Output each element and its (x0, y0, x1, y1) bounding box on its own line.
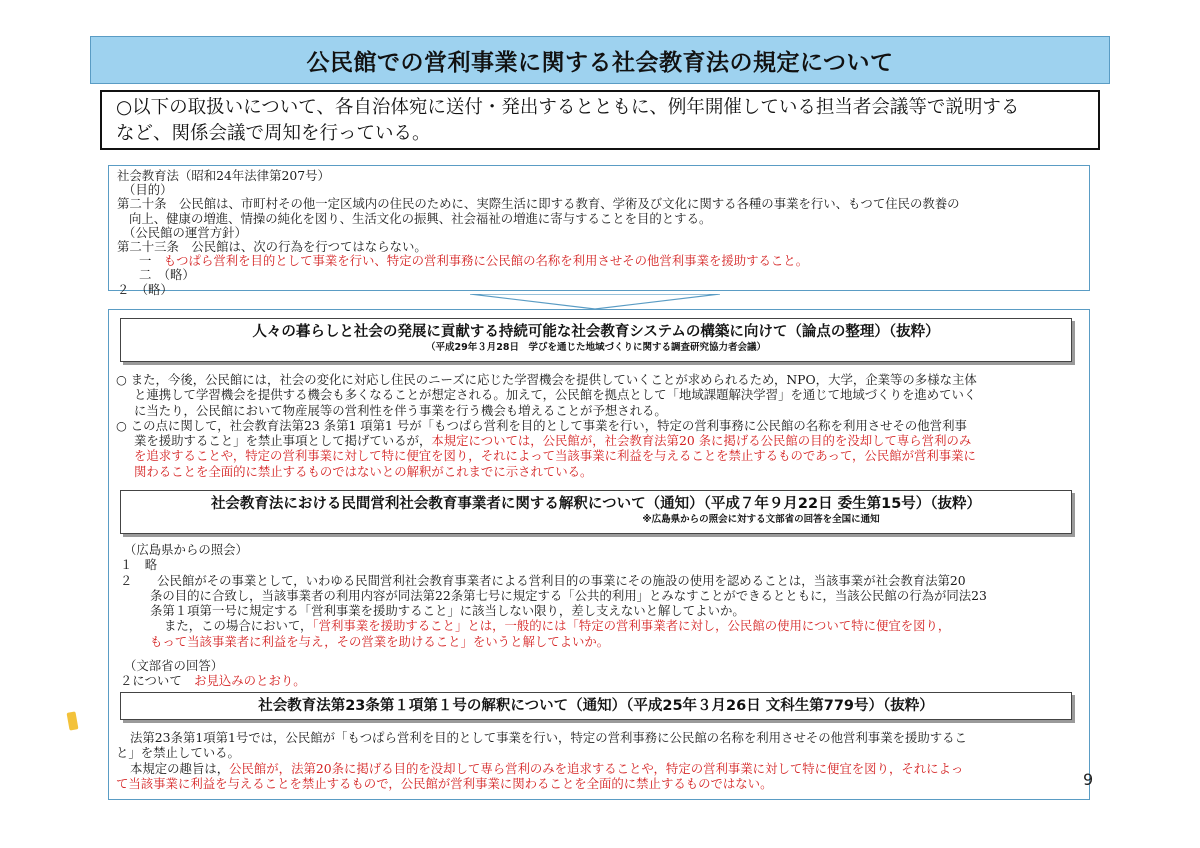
section-1-p2-line-2 (116, 433, 977, 448)
inquiry-item-2-line-5: もって当該事業者に利益を与え，その営業を助けること」をいうと解してよいか。 (150, 633, 610, 649)
section-3-title: 社会教育法第23条第１項第１号の解釈について（通知）（平成25年３月26日 文科生第779号）（抜粋） (258, 698, 934, 714)
answer-label: （文部省の回答） (124, 658, 224, 673)
section-1-title: 人々の暮らしと社会の発展に貢献する持続可能な社会教育システムの構築に向けて（論点の整理）（抜粋） (252, 324, 940, 340)
section-2-title: 社会教育法における民間営利社会教育事業者に関する解釈について（通知）（平成７年９月22日 委生第15号）（抜粋） (210, 496, 982, 512)
section-1-p2-line-2-plain: 業を援助すること」を禁止事項として掲げているが， (134, 433, 432, 449)
summary-line-1: ○以下の取扱いについて、各自治体宛に送付・発出するとともに、例年開催している担当者会議等で説明する (116, 97, 1020, 118)
summary-box (100, 90, 1100, 150)
inquiry-item-2-line-2: 条の目的に合致し，当該事業者の利用内容が同法第22条第七号に規定する「公共的利用」とみなすことができるとともに，当該公民館の行為が同法23 (150, 587, 987, 603)
section-1-body (116, 372, 977, 479)
highlighter-mark (67, 711, 79, 730)
section-2-subtitle: ※広島県からの照会に対する文部省の回答を全国に通知 (642, 514, 880, 525)
section-1-subtitle: （平成29年３月28日 学びを通じた地域づくりに関する調査研究協力者会議） (426, 342, 766, 353)
law-excerpt-box (108, 165, 1090, 297)
inquiry-line-4-plain: また，この場合において， (164, 618, 313, 634)
section-1-header (120, 318, 1072, 362)
answer-prefix: ２について (120, 673, 182, 689)
section-1-p2-line-3: を追求することや，特定の営利事業に対して特に便宜を図り，それによって当該事業に利益を与えることを禁止するものであって，公民館が営利事業に (134, 448, 976, 464)
item-1-text: もつぱら営利を目的として事業を行い、特定の営利事務に公民館の名称を利用させその他営利事業を援助すること。 (163, 253, 809, 269)
section-1-p2-line-2-highlight: 本規定については，公民館が，社会教育法第20 条に掲げる公民館の目的を没却して専ら営利のみ (431, 433, 972, 449)
section-3-line-4: て当該事業に利益を与えることを禁止するもので，公民館が営利事業に関わることを全面的に禁止するものではない。 (116, 775, 773, 791)
page-number: 9 (1083, 770, 1094, 789)
inquiry-item-1: １ 略 (120, 557, 158, 573)
section-3-line-2: と」を禁止している。 (116, 745, 240, 761)
section-2-header (120, 490, 1072, 534)
section-1-p1-line-2: と連携して学習機会を提供する機会も多くなることが想定される。加えて，公民館を拠点として「地域課題解決学習」を通じて地域づくりを進めていく (134, 387, 977, 403)
inquiry-item-2-line-4 (120, 618, 987, 633)
down-arrow-icon (470, 294, 720, 310)
answer-text: お見込みのとおり。 (194, 673, 306, 689)
article-20-line-2: 向上、健康の増進、情操の純化を図り、生活文化の振興、社会福祉の増進に寄与することを目的とする。 (129, 210, 712, 226)
title-banner (90, 36, 1110, 84)
article-23-item-2: 二 （略） (139, 267, 195, 283)
policy-label: （公民館の運営方針） (123, 224, 247, 240)
section-2-body (120, 542, 987, 649)
section-3-line-3-plain: 本規定の趣旨は， (130, 760, 230, 776)
article-23: 第二十三条 公民館は、次の行為を行つてはならない。 (117, 239, 427, 255)
purpose-label: （目的） (123, 182, 173, 198)
answer-block (120, 658, 306, 689)
section-1-p2-line-1: ○ この点に関して，社会教育法第23 条第1 項第1 号が「もつぱら営利を目的として事業を行い，特定の営利事務に公民館の名称を利用させその他営利事 (116, 417, 967, 433)
article-23-item-1 (117, 254, 1081, 268)
section-3-line-1: 法第23条第1項第1号では，公民館が「もつぱら営利を目的として事業を行い，特定の営利事務に公民館の名称を利用させその他営利事業を援助するこ (130, 730, 967, 745)
section-1-p1-line-3: に当たり，公民館において物産展等の営利性を伴う事業を行う機会も増えることが予想される。 (134, 402, 667, 418)
section-3-line-3-highlight: 公民館が，法第20条に掲げる目的を没却して専ら営利のみを追求することや，特定の営利事業に対して特に便宜を図り，それによっ (229, 760, 964, 776)
page-title: 公民館での営利事業に関する社会教育法の規定について (306, 49, 894, 76)
summary-line-2: など、関係会議で周知を行っている。 (116, 123, 431, 144)
section-3-header (120, 692, 1072, 720)
inquiry-label: （広島県からの照会） (124, 542, 248, 557)
article-20-line-1: 第二十条 公民館は、市町村その他一定区域内の住民のために、実際生活に即する教育、学術及び文化に関する各種の事業を行い、もつて住民の教養の (117, 196, 960, 212)
law-heading: 社会教育法（昭和24年法律第207号） (117, 168, 330, 183)
section-3-body (116, 730, 967, 791)
answer-line (120, 673, 306, 688)
section-1-p2-line-4: 関わることを全面的に禁止するものではないとの解釈がこれまでに示されている。 (134, 463, 593, 479)
item-1-number: 一 (139, 253, 152, 269)
section-3-line-3 (116, 761, 967, 776)
section-1-p1-line-1: ○ また，今後，公民館には，社会の変化に対応し住民のニーズに応じた学習機会を提供していくことが求められるため，NPO，大学，企業等の多様な主体 (116, 372, 977, 387)
inquiry-item-2-line-3: 条第１項第一号に規定する「営利事業を援助すること」に該当しない限り，差し支えないと解してよいか。 (150, 603, 745, 619)
inquiry-item-2-line-1: ２ 公民館がその事業として，いわゆる民間営利社会教育事業者による営利目的の事業にその施設の使用を認めることは，当該事業が社会教育法第20 (120, 572, 966, 588)
article-23-paragraph-2: ２ （略） (117, 281, 173, 297)
inquiry-line-4-highlight: 「営利事業を援助すること」とは，一般的には「特定の営利事業者に対し，公民館の使用について特に便宜を図り， (312, 618, 951, 634)
